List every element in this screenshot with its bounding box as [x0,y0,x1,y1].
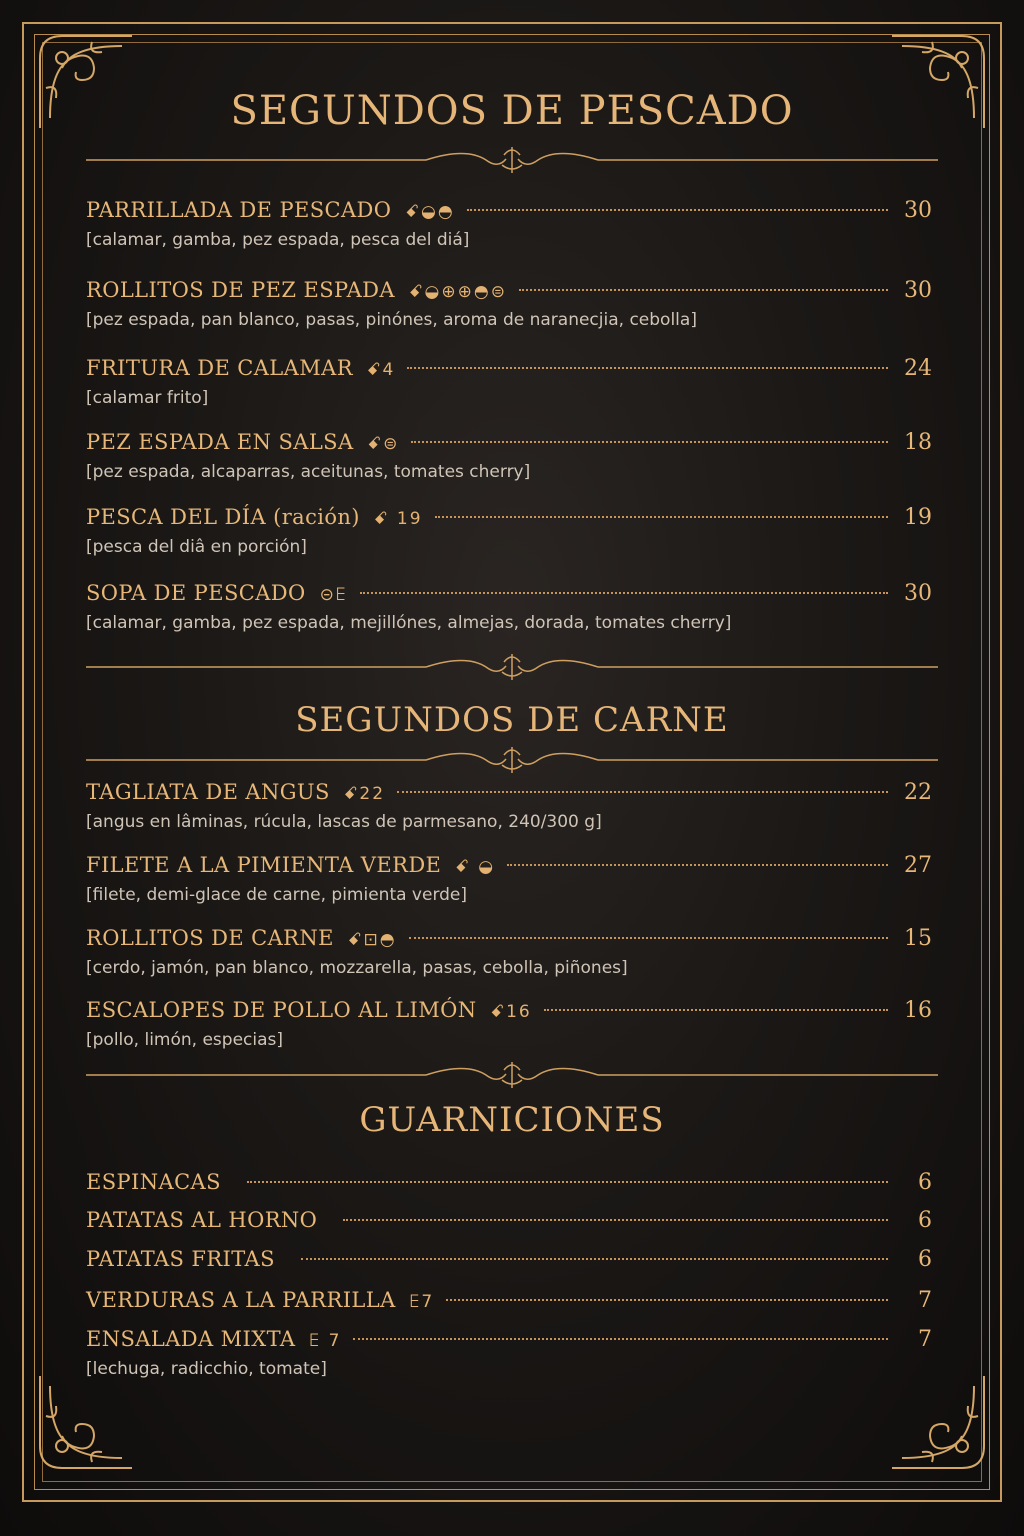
allergen-icon: ꗃ⊜ [367,434,400,454]
divider-ornament-icon [86,145,938,175]
dot-leader [411,441,888,443]
dot-leader [353,1338,888,1340]
item-description: [pez espada, pan blanco, pasas, pinónes, aroma de naranecjia, cebolla] [86,310,697,330]
dot-leader [446,1299,888,1301]
menu-item [86,1247,932,1277]
menu-item [86,430,932,482]
item-description: [lechuga, radicchio, tomate] [86,1359,327,1379]
item-name: ENSALADA MIXTA [86,1327,296,1351]
menu-item [86,505,932,557]
item-name: PATATAS FRITAS [86,1247,275,1271]
item-description: [filete, demi-glace de carne, pimienta verde] [86,885,468,905]
item-name: ESCALOPES DE POLLO AL LIMÓN [86,998,477,1022]
menu-item [86,581,932,633]
item-price: 6 [918,1247,932,1272]
allergen-icon: ꗃ ◒ [455,857,496,877]
menu-item [86,998,932,1050]
item-description: [calamar, gamba, pez espada, pesca del diá] [86,230,470,250]
allergen-icon: ꗋ 7 [309,1331,342,1351]
allergen-icon: ꗃ◒⊕⊕◓⊜ [408,282,507,302]
item-price: 7 [918,1327,932,1352]
allergen-icon: ꗃ22 [343,784,386,804]
divider-ornament-icon [86,652,938,682]
menu-item [86,853,932,905]
item-price: 27 [904,853,932,878]
dot-leader [519,289,888,291]
item-name: ROLLITOS DE CARNE [86,926,334,950]
item-description: [calamar frito] [86,388,209,408]
menu-item [86,1327,932,1379]
item-name: ESPINACAS [86,1170,221,1194]
menu-item [86,198,932,250]
menu-item [86,356,932,408]
menu-item [86,926,932,978]
menu-item [86,1170,932,1200]
dot-leader [435,516,888,518]
corner-ornament-icon [882,1366,992,1476]
menu-item [86,780,932,832]
menu-item [86,1208,932,1238]
allergen-icon: ꗃ16 [490,1002,532,1022]
dot-leader [397,791,888,793]
item-price: 22 [904,780,932,805]
item-description: [pollo, limón, especias] [86,1030,284,1050]
section-title-sides: GUARNICIONES [359,1100,665,1140]
dot-leader [247,1181,888,1183]
item-price: 15 [904,926,932,951]
dot-leader [360,592,888,594]
item-name: FRITURA DE CALAMAR [86,356,353,380]
item-price: 24 [904,356,932,381]
corner-ornament-icon [32,1366,142,1476]
dot-leader [544,1009,888,1011]
menu-item [86,278,932,330]
item-price: 19 [904,505,932,530]
dot-leader [507,864,888,866]
item-name: PARRILLADA DE PESCADO [86,198,392,222]
dot-leader [407,367,888,369]
menu-item [86,1288,932,1318]
allergen-icon: ꗋ7 [409,1292,435,1312]
section-title-meat: SEGUNDOS DE CARNE [295,700,729,740]
item-name: TAGLIATA DE ANGUS [86,780,330,804]
allergen-icon: ꗃ4 [366,360,396,380]
allergen-icon: ꗃ◒◓ [405,202,455,222]
item-name: PEZ ESPADA EN SALSA [86,430,354,454]
dot-leader [409,937,888,939]
item-price: 18 [904,430,932,455]
item-description: [pez espada, alcaparras, aceitunas, tomates cherry] [86,462,531,482]
divider-ornament-icon [86,745,938,775]
item-description: [cerdo, jamón, pan blanco, mozzarella, pasas, cebolla, piñones] [86,958,628,978]
item-name: SOPA DE PESCADO [86,581,306,605]
divider-ornament-icon [86,1060,938,1090]
item-name: ROLLITOS DE PEZ ESPADA [86,278,395,302]
item-price: 30 [904,198,932,223]
item-price: 16 [904,998,932,1023]
item-price: 30 [904,581,932,606]
item-name: PESCA DEL DÍA (ración) [86,505,360,529]
item-price: 6 [918,1170,932,1195]
item-description: [angus en lâminas, rúcula, lascas de parmesano, 240/300 g] [86,812,602,832]
dot-leader [343,1219,888,1221]
item-name: VERDURAS A LA PARRILLA [86,1288,396,1312]
item-price: 6 [918,1208,932,1233]
allergen-icon: ꗃ⊡◓ [347,930,397,950]
item-name: FILETE A LA PIMIENTA VERDE [86,853,442,877]
item-name: PATATAS AL HORNO [86,1208,318,1232]
item-description: [pesca del diâ en porción] [86,537,307,557]
item-price: 7 [918,1288,932,1313]
dot-leader [301,1258,888,1260]
allergen-icon: ꗃ 19 [373,509,423,529]
item-price: 30 [904,278,932,303]
section-title-fish: SEGUNDOS DE PESCADO [230,88,794,134]
dot-leader [467,209,888,211]
item-description: [calamar, gamba, pez espada, mejillónes, almejas, dorada, tomates cherry] [86,613,732,633]
allergen-icon: ⊝ꗋ [319,585,348,605]
